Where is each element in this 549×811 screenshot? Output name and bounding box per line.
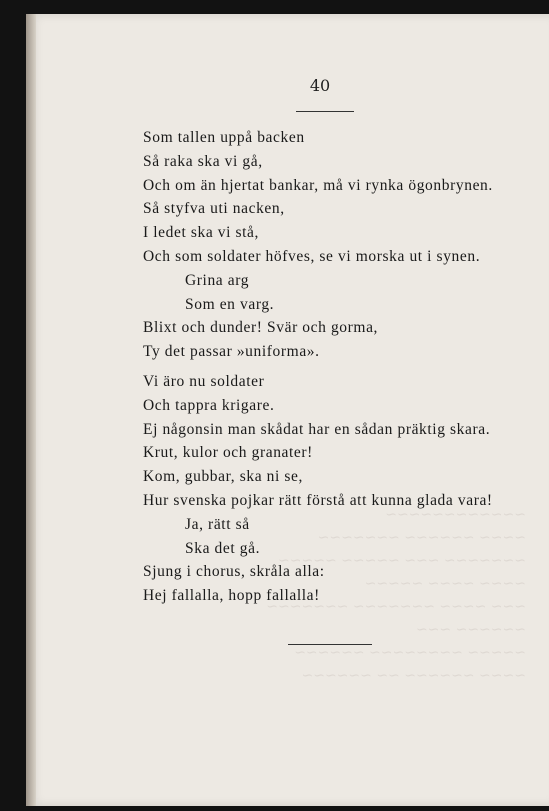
poem-line: Vi äro nu soldater: [143, 373, 265, 390]
poem-line: Krut, kulor och granater!: [143, 444, 313, 462]
show-through-texture: ~~~~~~~~~~~~ ~~~~ ~~~~~~ ~~~~~~~ ~~~~~~~ ~~~ ~~~~~ ~~~~~ ~~~~ ~~~~ ~~~~~ ~~~ ~~~~ ~~~~~~~ ~~~~~~~ ~~~~~~ ~~~ ~~~~~ ~~~~~~~~ ~~~~~~ ~~~~ ~~~~~~ ~~ ~~~~~~: [266, 507, 526, 684]
poem-line: Ja, rätt så: [185, 515, 250, 533]
poem-line: Och som soldater höfves, se vi morska ut i synen.: [143, 247, 481, 265]
poem-line: Så styfva uti nacken,: [143, 200, 285, 218]
poem-line: Hur svenska pojkar rätt förstå att kunna glada vara!: [143, 491, 493, 509]
poem-line: Sjung i chorus, skråla alla:: [143, 563, 325, 581]
poem-line: Ska det gå.: [185, 539, 261, 557]
poem-line: Och tappra krigare.: [143, 396, 275, 414]
poem-line: Och om än hjertat bankar, må vi rynka ögonbrynen.: [143, 176, 493, 194]
page-gutter: [26, 14, 36, 806]
poem-line: Så raka ska vi gå,: [143, 152, 263, 170]
poem-line: Kom, gubbar, ska ni se,: [143, 468, 303, 486]
poem-line: Ty det passar »uniforma».: [143, 343, 320, 361]
poem-line: I ledet ska vi stå,: [143, 224, 259, 242]
closing-rule: [288, 644, 372, 645]
stanza-2: [143, 370, 493, 608]
poem-line: Som en varg.: [185, 295, 275, 313]
stanza-1: [143, 126, 493, 364]
poem-line: Som tallen uppå backen: [143, 129, 305, 146]
poem-line: Blixt och dunder! Svär och gorma,: [143, 319, 379, 337]
poem-line: Ej någonsin man skådat har en sådan präktig skara.: [143, 420, 491, 438]
page-number: 40: [309, 76, 331, 95]
book-page: [26, 14, 549, 806]
page-number-rule: [296, 111, 354, 112]
poem-line: Grina arg: [185, 271, 250, 289]
poem-line: Hej fallalla, hopp fallalla!: [143, 587, 320, 605]
